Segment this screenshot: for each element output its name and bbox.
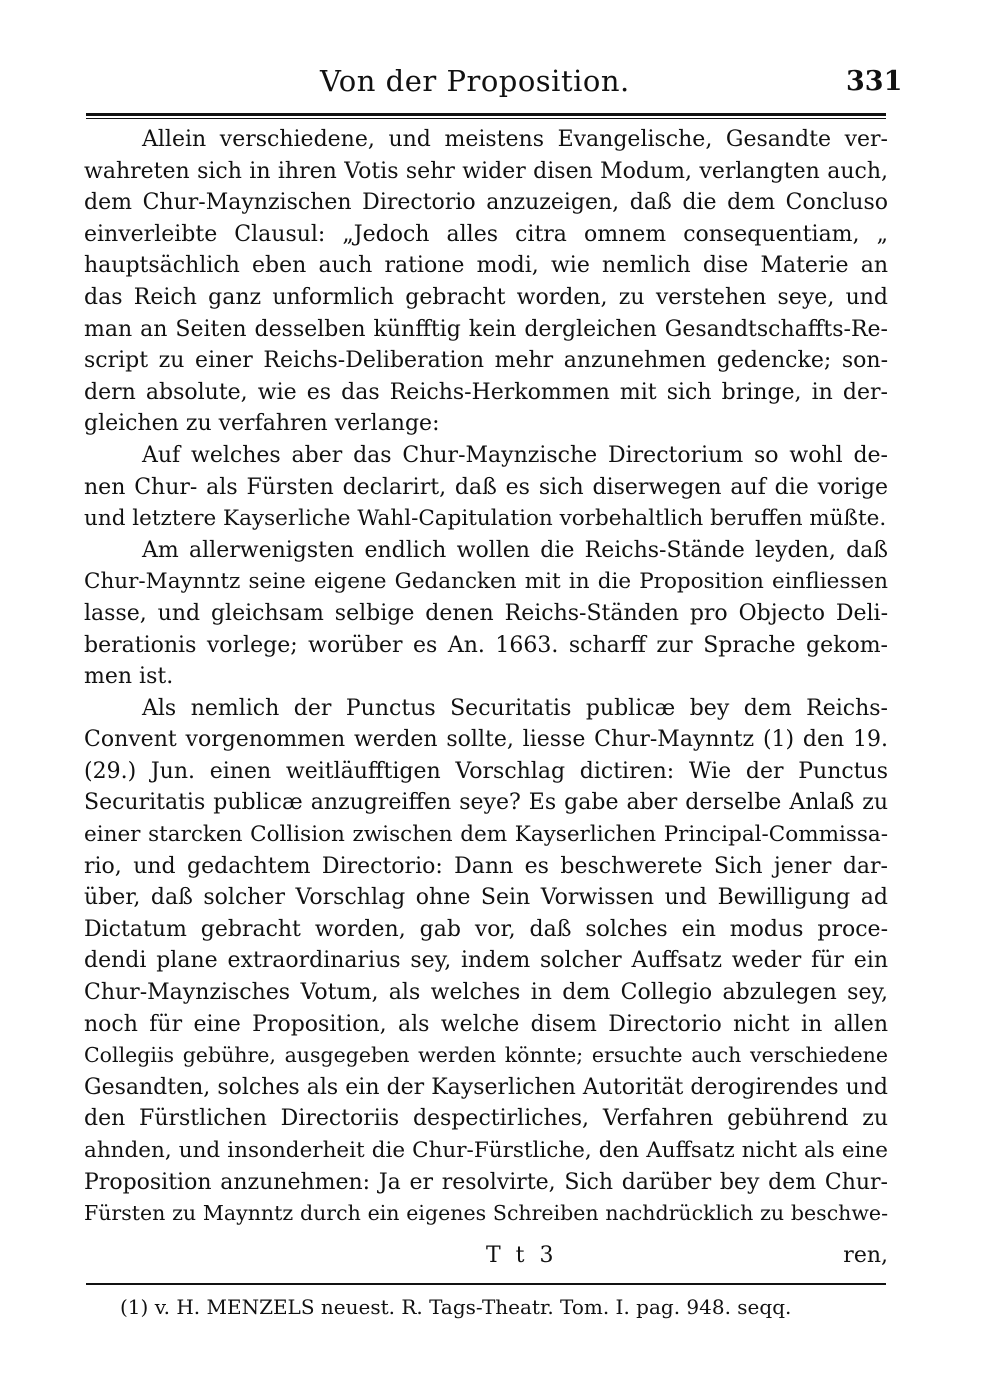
text-line: über, daß solcher Vorschlag ohne Sein Vorwissen und Bewilligung ad (84, 885, 888, 911)
text-line: rio, und gedachtem Directorio: Dann es beschwerete Sich jener dar- (84, 853, 888, 879)
signature-mark: T t 3 (486, 1243, 558, 1268)
footnote: (1) v. H. MENZELS neuest. R. Tags-Theatr. Tom. I. pag. 948. seqq. (120, 1295, 792, 1319)
text-line: Chur-Maynzisches Votum, als welches in dem Collegio abzulegen sey, (84, 980, 888, 1006)
text-line: den Fürstlichen Directoriis despectirliches, Verfahren gebührend zu (84, 1106, 888, 1132)
text-line: Gesandten, solches als ein der Kayserlichen Autorität derogirendes und (84, 1074, 888, 1100)
text-line: men ist. (84, 664, 174, 690)
text-line: noch für eine Proposition, als welche disem Directorio nicht in allen (84, 1011, 888, 1037)
text-line: ahnden, und insonderheit die Chur-Fürstliche, den Auffsatz nicht als eine (84, 1138, 888, 1163)
header-rule-thin (86, 118, 886, 119)
text-line: Auf welches aber das Chur-Maynzische Directorium so wohl de- (142, 442, 888, 468)
text-line: wahreten sich in ihren Votis sehr wider disen Modum, verlangten auch, (84, 158, 888, 184)
text-line: das Reich ganz unformlich gebracht worden, zu verstehen seye, und (84, 284, 888, 310)
text-line: Securitatis publicæ anzugreiffen seye? Es gabe aber derselbe Anlaß zu (84, 790, 888, 816)
text-line: Dictatum gebracht worden, gab vor, daß solches ein modus proce- (84, 916, 888, 942)
text-line: Proposition anzunehmen: Ja er resolvirte, Sich darüber bey dem Chur- (84, 1169, 888, 1195)
text-line: dem Chur-Maynzischen Directorio anzuzeigen, daß die dem Concluso (84, 190, 888, 216)
text-line: hauptsächlich eben auch ratione modi, wie nemlich dise Materie an (84, 253, 888, 279)
text-line: dendi plane extraordinarius sey, indem solcher Auffsatz weder für ein (84, 948, 888, 974)
header-rule (86, 113, 886, 116)
text-line: Convent vorgenommen werden sollte, liesse Chur-Maynntz (1) den 19. (84, 727, 888, 753)
catchline (84, 1240, 888, 1272)
text-line: Fürsten zu Maynntz durch ein eigenes Schreiben nachdrücklich zu beschwe- (84, 1201, 888, 1226)
text-line: nen Chur- als Fürsten declarirt, daß es sich diserwegen auf die vorige (84, 474, 888, 500)
text-line: (29.) Jun. einen weitläufftigen Vorschlag dictiren: Wie der Punctus (84, 758, 888, 784)
catchword: ren, (843, 1243, 888, 1268)
text-line: Collegiis gebühre, ausgegeben werden könnte; ersuchte auch verschiedene (84, 1043, 888, 1068)
footnote-rule (86, 1283, 886, 1285)
page-number: 331 (846, 66, 903, 97)
text-line: einer starcken Collision zwischen dem Kayserlichen Principal-Commissa- (84, 822, 888, 848)
text-line: gleichen zu verfahren verlange: (84, 411, 440, 437)
text-line: dern absolute, wie es das Reichs-Herkommen mit sich bringe, in der- (84, 379, 888, 405)
text-line: script zu einer Reichs-Deliberation mehr anzunehmen gedencke; son- (84, 348, 888, 374)
text-line: und letztere Kayserliche Wahl-Capitulation vorbehaltlich beruffen müßte. (84, 506, 887, 532)
text-line: Als nemlich der Punctus Securitatis publicæ bey dem Reichs- (142, 695, 888, 721)
body-text (84, 124, 888, 1230)
running-head: Von der Proposition. (320, 64, 630, 98)
text-line: lasse, und gleichsam selbige denen Reichs-Ständen pro Objecto Deli- (84, 600, 888, 626)
text-line: man an Seiten desselben künfftig kein dergleichen Gesandtschaffts-Re- (84, 316, 888, 342)
text-line: einverleibte Clausul: „Jedoch alles citra omnem consequentiam, „ (84, 221, 888, 247)
text-line: Allein verschiedene, und meistens Evangelische, Gesandte ver- (142, 127, 888, 152)
text-line: berationis vorlege; worüber es An. 1663. scharff zur Sprache gekom- (84, 632, 888, 658)
text-line: Chur-Maynntz seine eigene Gedancken mit in die Proposition einfliessen (84, 569, 888, 595)
text-line: Am allerwenigsten endlich wollen die Reichs-Stände leyden, daß (142, 537, 888, 563)
